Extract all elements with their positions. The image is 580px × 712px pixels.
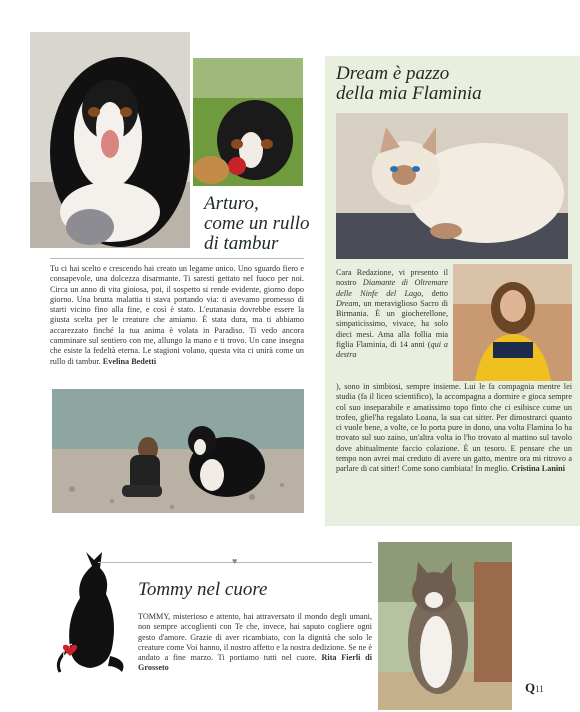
arturo-photo-main (30, 32, 190, 248)
dream-body-italic2: Dream (336, 298, 359, 308)
dream-title-line1: Dream è pazzo (336, 63, 450, 84)
arturo-title-line2: come un rullo (204, 212, 310, 234)
arturo-title-line1: Arturo, (204, 193, 259, 214)
dream-body-continued (336, 382, 572, 475)
tommy-body: TOMMY, misterioso e attento, hai attraversato il mondo degli umani, non sempre accoglienti con Te che, invece, hai saputo cogliere ogni gesto d'amore. Grazie di aver ricambiato, con la dignità che solo le creature come Voi hanno, il nostro affetto e la nostra dedizione. Se ne è andato a fine marzo. Ti portiamo tutti nel cuore. (138, 612, 372, 663)
dream-signature: Cristina Lanini (511, 464, 565, 474)
dream-body-italic1: Diamante di Oltremare delle Ninfe del Lago (336, 278, 448, 298)
dream-title (336, 64, 482, 104)
arturo-signature: Evelina Bedetti (102, 356, 157, 366)
flaminia-photo (453, 264, 572, 381)
arturo-photo-puppy (193, 58, 303, 186)
arturo-body-block (50, 264, 304, 367)
dream-cat-photo (336, 113, 568, 259)
tommy-cat-photo (378, 542, 512, 710)
arturo-photo-beach (52, 389, 304, 513)
page-number: 11 (535, 684, 544, 694)
arturo-title-line3: di tambur (204, 232, 279, 254)
dream-body-mid2: , un meraviglioso Sacro di Birmania. È un giocherellone, simpaticissimo, vivace, ha solo dieci mesi. Ama alla follia mia figlia Flaminia, di 14 anni ( (336, 298, 448, 350)
dream-title-line2: della mia Flaminia (336, 82, 482, 104)
page-footer (525, 680, 544, 696)
tommy-divider-heart: ♥ (232, 556, 238, 566)
magazine-logo-letter: Q (525, 680, 536, 695)
arturo-title (204, 194, 310, 254)
dream-body-intro: Cara Redazione, vi presento il nostro (336, 268, 448, 288)
dream-body-italic3: qui a destra (336, 340, 448, 360)
arturo-body: Tu ci hai scelto e crescendo hai creato un legame unico. Uno sguardo fiero e consapevole, una dolcezza disarmante. Ti saresti gettato nel fuoco per noi. Circa un anno di vita gioiosa, poi, il sospetto si rende evidente, giorno dopo giorno. Una brutta malattia ti stava portando via: ti avevamo promesso di starti vicino fino alla fine, e così è stato. L'eutanasia dovrebbe essere la giusta scelta per le creature che amiamo. È stata dura, ma ti abbiamo accarezzato finché la tua anima è volata in Paradiso. Ti vedo ancora camminare sul sentiero con me, allungo la mano e ti trovo. Un cane insegna che esiste la fedeltà eterna. Le stagioni volano, questa vita ci unirà come un rullo di tambur. (50, 264, 304, 366)
dream-body-rest: ), sono in simbiosi, sempre insieme. Lui le fa compagnia mentre lei studia (fa il liceo scientifico), la accompagna a dormire e gioca sempre col suo inseparabile e amatissimo topo finto che ci esibisce come un trofeo, gliel'ha regalato Loana, la sua cat sitter. Per dimostrarci quanto ci vuole bene, a volte, ce lo porta pure in dono, una volta Flamina lo ha trovato sul suo zaino, un'altra volta io l'ho trovato al mattino sul tavolo dove abitualmente faccio colazione. È un tesoro. E pensare che un tempo non avrei mai creduto di avere un gatto, mentre ora mi ritrovo a parlare di cat sitter! Come sono cambiata! In meglio. (336, 382, 572, 474)
tommy-signature: Rita Fierli di Grosseto (138, 653, 372, 673)
tommy-title: Tommy nel cuore (138, 579, 268, 600)
dream-body-left (336, 268, 448, 361)
tommy-cat-icon (50, 548, 130, 674)
dream-body-mid1: , detto (421, 288, 448, 298)
tommy-body-block (138, 612, 372, 674)
arturo-divider (50, 258, 304, 259)
